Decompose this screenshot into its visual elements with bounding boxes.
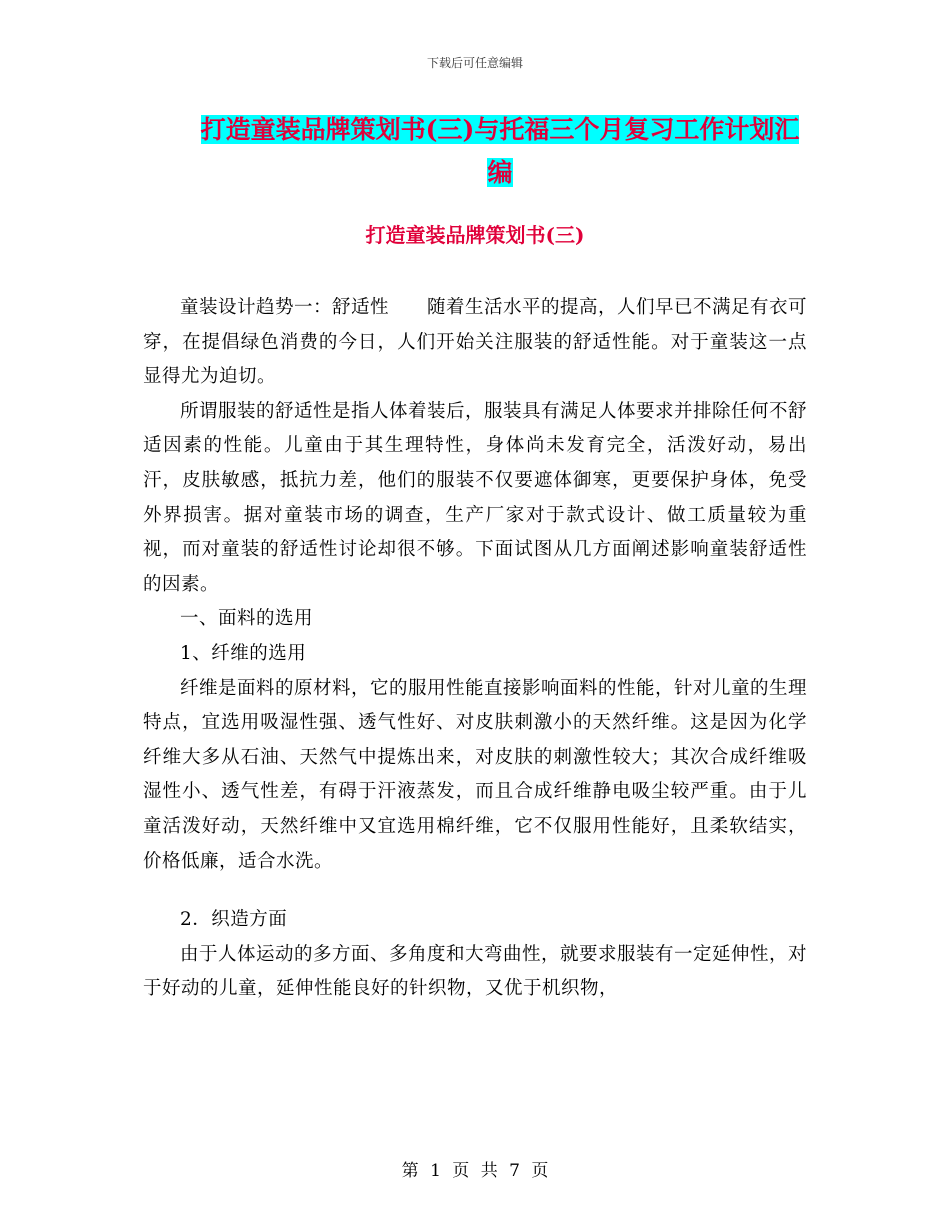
heading-fabric-selection: 一、面料的选用	[180, 608, 314, 630]
section-title: 打造童装品牌策划书(三)	[365, 223, 585, 247]
heading-weaving: 2．织造方面	[180, 909, 288, 931]
document-title-text: 打造童装品牌策划书(三)与托福三个月复习工作计划汇编	[200, 115, 800, 187]
paragraph: 由于人体运动的多方面、多角度和大弯曲性，就要求服装有一定延伸性，对于好动的儿童，延伸性能良好的针织物，又优于机织物，	[143, 943, 808, 1000]
page-number-footer: 第 1 页 共 7 页	[401, 1161, 549, 1181]
paragraph: 所谓服装的舒适性是指人体着装后，服装具有满足人体要求并排除任何不舒适因素的性能。儿童由于其生理特性，身体尚未发育完全，活泼好动，易出汗，皮肤敏感，抵抗力差，他们的服装不仅要遮体御寒，更要保护身体，免受外界损害。据对童装市场的调查，生产厂家对于款式设计、做工质量较为重视，而对童装的舒适性讨论却很不够。下面试图从几方面阐述影响童装舒适性的因素。	[143, 400, 808, 595]
paragraph: 童装设计趋势一：舒适性 随着生活水平的提高，人们早已不满足有衣可穿，在提倡绿色消费的今日，人们开始关注服装的舒适性能。对于童装这一点显得尤为迫切。	[143, 297, 808, 388]
body-text	[143, 291, 807, 1007]
header-note: 下载后可任意编辑	[426, 56, 523, 70]
document-title	[190, 108, 810, 194]
paragraph: 纤维是面料的原材料，它的服用性能直接影响面料的性能，针对儿童的生理特点，宜选用吸湿性强、透气性好、对皮肤刺激小的天然纤维。这是因为化学纤维大多从石油、天然气中提炼出来，对皮肤的刺激性较大；其次合成纤维吸湿性小、透气性差，有碍于汗液蒸发，而且合成纤维静电吸尘较严重。由于儿童活泼好动，天然纤维中又宜选用棉纤维，它不仅服用性能好，且柔软结实，价格低廉，适合水洗。	[143, 677, 808, 872]
heading-fiber-selection: 1、纤维的选用	[180, 642, 307, 664]
